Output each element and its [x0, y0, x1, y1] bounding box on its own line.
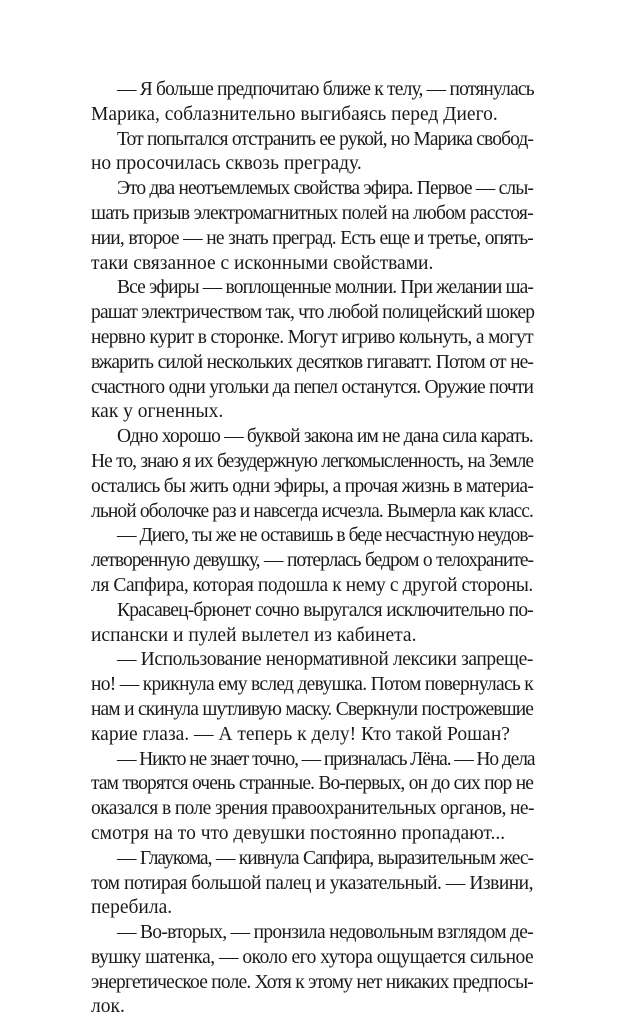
- text-line: но! — крикнула ему вслед девушка. Потом повернулась к: [91, 674, 534, 696]
- text-line: перебила.: [91, 897, 173, 919]
- text-line: Тот попытался отстранить ее рукой, но Марика свобод-: [117, 128, 533, 150]
- text-line: нервно курит в сторонке. Могут игриво кольнуть, а могут: [91, 326, 533, 348]
- text-line: льной оболочке раз и навсегда исчезла. Вымерла как класс.: [91, 500, 533, 522]
- text-line: — Во-вторых, — пронзила недовольным взглядом де-: [117, 922, 533, 944]
- text-line: Все эфиры — воплощенные молнии. При желании ша-: [117, 277, 533, 299]
- book-page-text: [91, 78, 533, 1020]
- text-line: лок.: [91, 996, 125, 1018]
- text-line: карие глаза. — А теперь к делу! Кто такой Рошан?: [91, 723, 510, 745]
- text-line: — Никто не знает точно, — призналась Лёна. — Но дела: [117, 748, 535, 770]
- text-line: вжарить силой нескольких десятков гигаватт. Потом от не-: [91, 351, 533, 373]
- text-line: — Глаукома, — кивнула Сапфира, выразительным жес-: [117, 847, 533, 869]
- text-line: испански и пулей вылетел из кабинета.: [91, 624, 417, 646]
- text-line: — Я больше предпочитаю ближе к телу, — потянулась: [117, 79, 534, 100]
- text-line: Марика, соблазнительно выгибаясь перед Диего.: [91, 103, 498, 125]
- text-line: — Диего, ты же не оставишь в беде несчастную неудов-: [117, 525, 533, 547]
- text-line: рашат электричеством так, что любой полицейский шокер: [91, 302, 535, 324]
- text-line: таки связанное с исконными свойствами.: [91, 252, 434, 274]
- text-line: ля Сапфира, которая подошла к нему с другой стороны.: [91, 574, 533, 596]
- text-line: — Использование ненормативной лексики запреще-: [117, 649, 533, 671]
- text-line: остались бы жить одни эфиры, а прочая жизнь в материа-: [91, 475, 534, 497]
- text-line: Не то, знаю я их безудержную легкомысленность, на Земле: [91, 450, 533, 472]
- text-line: нии, второе — не знать преград. Есть еще и третье, опять-: [91, 227, 533, 249]
- text-line: Одно хорошо — буквой закона им не дана сила карать.: [117, 426, 533, 448]
- text-line: но просочилась сквозь преграду.: [91, 153, 362, 175]
- text-line: Красавец-брюнет сочно выругался исключительно по-: [117, 599, 533, 621]
- text-line: вушку шатенка, — около его хутора ощущается сильное: [91, 946, 534, 968]
- text-line: там творятся очень странные. Во-первых, он до сих пор не: [91, 773, 533, 795]
- text-line: Это два неотъемлемых свойства эфира. Первое — слы-: [117, 178, 533, 200]
- text-line: как у огненных.: [91, 401, 224, 423]
- text-line: летворенную девушку, — потерлась бедром о телохраните-: [91, 550, 533, 572]
- text-line: оказался в поле зрения правоохранительных органов, не-: [91, 798, 534, 820]
- text-line: шать призыв электромагнитных полей на любом расстоя-: [91, 202, 533, 224]
- text-line: счастного одни угольки да пепел останутся. Оружие почти: [91, 376, 533, 398]
- text-line: нам и скинула шутливую маску. Сверкнули построжевшие: [91, 698, 533, 720]
- text-line: том потирая большой палец и указательный. — Извини,: [91, 872, 533, 894]
- text-line: смотря на то что девушки постоянно пропадают...: [91, 822, 506, 844]
- text-line: энергетическое поле. Хотя к этому нет никаких предпосы-: [91, 971, 533, 993]
